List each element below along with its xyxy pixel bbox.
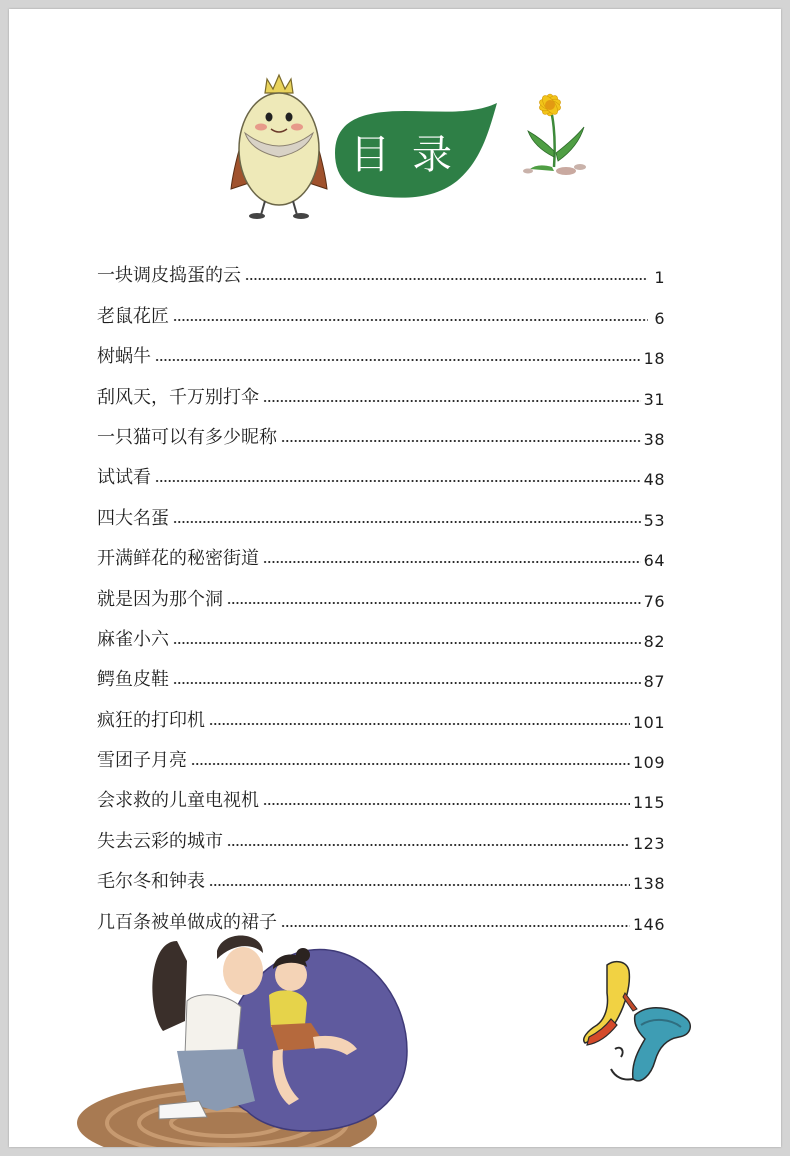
toc-entry xyxy=(97,691,665,731)
toc-leader-dots xyxy=(227,842,630,848)
egg-king-illustration xyxy=(219,71,339,221)
toc-entry-title: 试试看 xyxy=(97,467,151,489)
toc-leader-dots xyxy=(227,600,641,606)
toc-leader-dots xyxy=(245,276,648,282)
toc-entry xyxy=(97,530,665,570)
toc-entry-title: 失去云彩的城市 xyxy=(97,830,223,852)
toc-entry-page: 18 xyxy=(643,349,665,369)
toc-entry-page: 76 xyxy=(643,591,665,611)
toc-entry-page: 101 xyxy=(632,712,665,732)
toc-entry-title: 麻雀小六 xyxy=(97,628,169,650)
toc-leader-dots xyxy=(173,317,648,323)
toc-entry xyxy=(97,611,665,651)
toc-leader-dots xyxy=(263,398,641,404)
toc-entry-page: 115 xyxy=(632,793,665,813)
toc-entry xyxy=(97,449,665,489)
toc-entry-title: 开满鲜花的秘密街道 xyxy=(97,548,259,570)
toc-leader-dots xyxy=(263,559,641,565)
toc-list xyxy=(97,247,665,934)
toc-entry xyxy=(97,651,665,691)
toc-entry-title: 毛尔冬和钟表 xyxy=(97,871,205,893)
toc-entry-page: 64 xyxy=(643,551,665,571)
toc-entry xyxy=(97,570,665,610)
toc-entry xyxy=(97,409,665,449)
toc-entry-page: 146 xyxy=(632,914,665,934)
toc-entry-title: 一只猫可以有多少昵称 xyxy=(97,426,277,448)
toc-entry-page: 123 xyxy=(632,833,665,853)
toc-entry-page: 31 xyxy=(643,389,665,409)
toc-leader-dots xyxy=(173,680,641,686)
toc-entry-title: 树蜗牛 xyxy=(97,346,151,368)
toc-entry xyxy=(97,732,665,772)
toc-page xyxy=(9,9,781,1147)
page-title: 目录 xyxy=(350,132,474,178)
toc-entry xyxy=(97,489,665,529)
toc-entry-page: 109 xyxy=(632,753,665,773)
toc-entry-page: 53 xyxy=(643,510,665,530)
toc-entry-title: 会求救的儿童电视机 xyxy=(97,790,259,812)
toc-entry-page: 82 xyxy=(643,631,665,651)
toc-entry-page: 1 xyxy=(654,268,665,288)
mother-child-illustration xyxy=(67,921,427,1147)
toc-leader-dots xyxy=(209,721,630,727)
toc-entry xyxy=(97,772,665,812)
toc-entry xyxy=(97,328,665,368)
toc-entry-title: 几百条被单做成的裙子 xyxy=(97,911,277,933)
toc-entry-page: 6 xyxy=(654,308,665,328)
toc-entry-page: 87 xyxy=(643,672,665,692)
toc-leader-dots xyxy=(155,478,641,484)
toc-leader-dots xyxy=(263,801,630,807)
toc-leader-dots xyxy=(191,761,630,767)
toc-entry-title: 老鼠花匠 xyxy=(97,305,169,327)
toc-entry-title: 就是因为那个洞 xyxy=(97,588,223,610)
toc-entry-page: 48 xyxy=(643,470,665,490)
toc-entry-title: 疯狂的打印机 xyxy=(97,709,205,731)
toc-entry-title: 四大名蛋 xyxy=(97,507,169,529)
toc-entry xyxy=(97,368,665,408)
header xyxy=(9,9,781,229)
toc-leader-dots xyxy=(155,357,641,363)
toc-leader-dots xyxy=(173,640,641,646)
shoes-illustration xyxy=(575,953,705,1103)
toc-entry-title: 雪团子月亮 xyxy=(97,750,187,772)
toc-entry xyxy=(97,247,665,287)
toc-leader-dots xyxy=(281,438,641,444)
toc-entry-title: 鳄鱼皮鞋 xyxy=(97,669,169,691)
toc-entry xyxy=(97,287,665,327)
toc-entry xyxy=(97,853,665,893)
toc-entry-title: 一块调皮捣蛋的云 xyxy=(97,265,241,287)
dandelion-illustration xyxy=(514,87,594,179)
toc-leader-dots xyxy=(209,882,630,888)
toc-entry xyxy=(97,812,665,852)
toc-entry-title: 刮风天，千万别打伞 xyxy=(97,386,259,408)
toc-leader-dots xyxy=(173,519,641,525)
toc-entry-page: 138 xyxy=(632,874,665,894)
toc-entry-page: 38 xyxy=(643,429,665,449)
